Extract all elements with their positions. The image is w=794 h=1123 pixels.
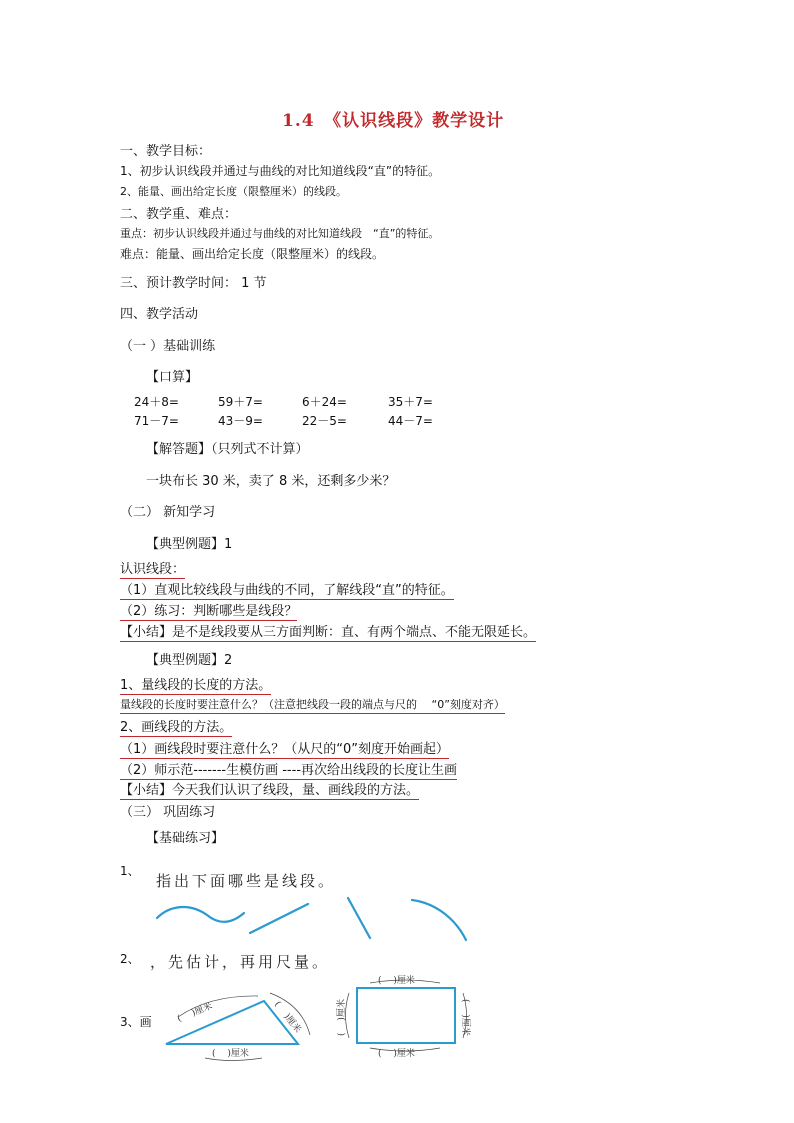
unit-label: ( )厘米 [271, 999, 303, 1036]
example-2-line: 2、画线段的方法。 [120, 716, 232, 737]
unit-label: ( )厘米 [212, 1049, 249, 1059]
question-3-number: 3、画 [120, 1015, 152, 1029]
part-consolidation-heading: （三） 巩固练习 [120, 805, 216, 820]
page-title: 1.4 《认识线段》教学设计 [282, 111, 505, 131]
example-1-heading: 【典型例题】1 [146, 537, 233, 552]
section-objectives-heading: 一、教学目标： [120, 144, 212, 159]
example-2-summary: 【小结】今天我们认识了线段，量、画线段的方法。 [120, 779, 419, 800]
example-1-line: （1）直观比较线段与曲线的不同，了解线段“直”的特征。 [120, 579, 454, 600]
part-basic-training-heading: （一 ）基础训练 [120, 339, 216, 354]
section-time-heading: 三、预计教学时间： 1 节 [120, 276, 267, 291]
segment-figure [348, 898, 370, 938]
solve-heading: 【解答题】（只列式不计算） [146, 442, 309, 457]
arc-figure [412, 900, 466, 940]
example-2-line: 1、量线段的长度的方法。 [120, 674, 271, 695]
question-2-text: ，先估计，再用尺量。 [150, 953, 331, 971]
objective-1: 1、初步认识线段并通过与曲线的对比知道线段“直”的特征。 [120, 164, 441, 178]
oral-calc-item: 6＋24= [302, 395, 347, 409]
example-2-heading: 【典型例题】2 [146, 653, 233, 668]
oral-calc-item: 43－9= [218, 414, 263, 428]
basic-practice-heading: 【基础练习】 [146, 831, 225, 846]
oral-calc-item: 71－7= [134, 414, 179, 428]
objective-2: 2、能量、画出给定长度（限整厘米）的线段。 [120, 185, 347, 198]
example-2-line: 量线段的长度时要注意什么？（注意把线段一段的端点与尺的 “0”刻度对齐） [120, 696, 505, 714]
difficult-point: 难点：能量、画出给定长度（限整厘米）的线段。 [120, 247, 385, 261]
oral-calc-item: 59＋7= [218, 395, 263, 409]
unit-label: ( )厘米 [176, 1001, 214, 1025]
key-point: 重点：初步认识线段并通过与曲线的对比知道线段 “直”的特征。 [120, 227, 440, 240]
unit-label: ( )厘米 [378, 976, 415, 986]
example-2-line: （2）师示范-------生模仿画 ----再次给出线段的长度让生画 [120, 759, 457, 780]
section-activities-heading: 四、教学活动 [120, 307, 199, 322]
rectangle-figure [357, 988, 455, 1043]
unit-label: ( )厘米 [378, 1049, 415, 1059]
oral-calc-item: 22－5= [302, 414, 347, 428]
part-new-knowledge-heading: （二） 新知学习 [120, 505, 216, 520]
example-2-line: （1）画线段时要注意什么？（从尺的“0”刻度开始画起） [120, 738, 449, 759]
question-1-text: 指出下面哪些是线段。 [156, 872, 337, 890]
section-key-points-heading: 二、教学重、难点： [120, 207, 238, 222]
oral-calc-item: 44－7= [388, 414, 433, 428]
oral-calc-item: 35＋7= [388, 395, 433, 409]
question-2-number: 2、 [120, 952, 140, 966]
example-1-line: （2）练习：判断哪些是线段？ [120, 600, 297, 621]
example-1-line: 认识线段： [120, 558, 185, 579]
unit-label: ( )厘米 [336, 999, 347, 1036]
curve-figure [157, 907, 244, 922]
oral-calc-heading: 【口算】 [146, 370, 199, 385]
word-problem: 一块布长 30 米，卖了 8 米，还剩多少米？ [146, 474, 396, 489]
oral-calc-item: 24＋8= [134, 395, 179, 409]
segment-figure [250, 904, 308, 933]
question-1-number: 1、 [120, 864, 140, 878]
example-1-summary: 【小结】是不是线段要从三方面判断：直、有两个端点、不能无限延长。 [120, 621, 536, 642]
unit-label: ( )厘米 [459, 999, 470, 1036]
